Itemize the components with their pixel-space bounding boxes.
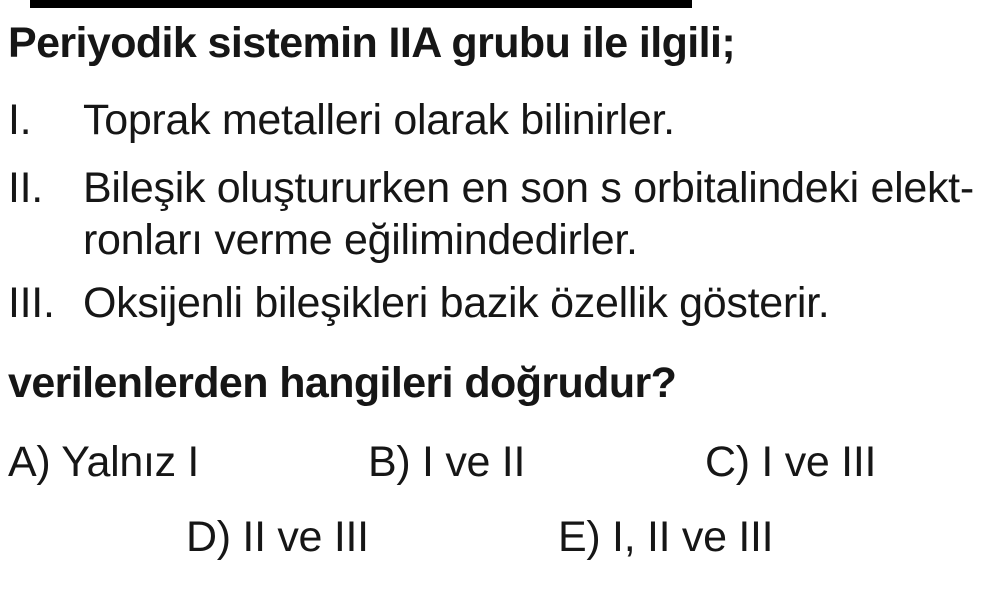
statement-item-1 [8,96,675,144]
statement-2-text-line1: Bileşik oluştururken en son s orbitalindeki elekt- [83,164,974,212]
option-a: A) Yalnız I [8,438,200,486]
question-prompt: verilenlerden hangileri doğrudur? [8,359,677,407]
option-e: E) I, II ve III [558,513,774,561]
top-border-rule [30,0,692,8]
option-b: B) I ve II [368,438,526,486]
option-d: D) II ve III [186,513,369,561]
statement-2-numeral: II. [8,164,43,212]
statement-2-text-line2: ronları verme eğilimindedirler. [83,216,638,264]
statement-3-text: Oksijenli bileşikleri bazik özellik gösterir. [83,279,830,327]
statement-1-numeral: I. [8,96,32,144]
statement-item-3 [8,279,830,327]
statement-item-2 [8,164,974,212]
statement-3-numeral: III. [8,279,55,327]
question-stem: Periyodik sistemin IIA grubu ile ilgili; [8,19,736,67]
statement-1-text: Toprak metalleri olarak bilinirler. [83,96,675,144]
option-c: C) I ve III [705,438,877,486]
